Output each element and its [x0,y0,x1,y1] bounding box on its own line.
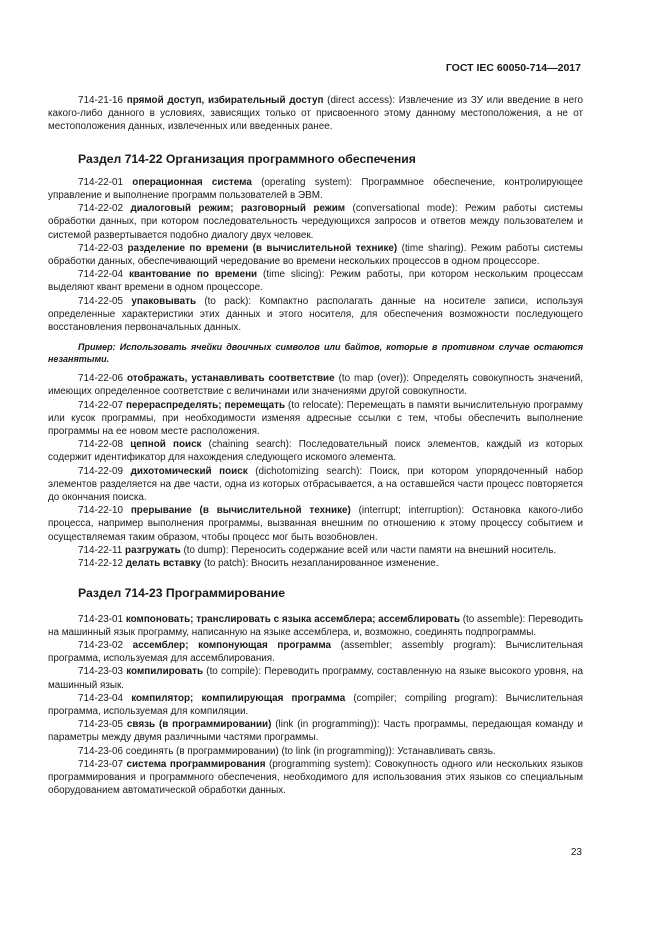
example-note: Пример: Использовать ячейки двоичных символов или байтов, которые в противном случае остаются незанятыми. [48,342,583,365]
term-entry [48,372,583,398]
term-definition: (conversational mode): Режим работы системы обработки данных, при котором последовательность чередующихся запросов и ответов между пользователем и системой развертывается подобно диалогу двух человек. [48,203,584,241]
term-definition: (to dump): Переносить содержание всей или части памяти на внешний носитель. [180,544,557,556]
term-definition: соединять (в программировании) (to link (in programming)): Устанавливать связь. [125,745,496,757]
term-code: 714-21-16 [78,95,124,106]
term-name: связь (в программировании) [126,719,272,731]
term-definition: (to compile): Переводить программу, составленную на языке высокого уровня, на машинный язык. [48,666,583,691]
term-entry [48,718,583,744]
term-definition: (operating system): Программное обеспечение, контролирующее управление и выполнение программ пользователей в ЭВМ. [48,176,583,202]
section-title: Раздел 714-22 Организация программного обеспечения [78,151,416,166]
term-entry [48,639,583,665]
term-name: прямой доступ, избирательный доступ [126,95,324,106]
term-name: компилировать [126,666,204,678]
term-definition: (direct access): Извлечение из ЗУ или введение в него какого-либо данного в условиях, зависящих только от присвоенного этому данному местоположения, а не от местоположения данных, извлеченных или введенных ранее. [48,95,583,133]
term-name: разгружать [125,544,181,556]
term-definition: (to patch): Вносить незапланированное изменение. [201,558,439,570]
term-definition: (to map (over)): Определять совокупность значений, имеющих определенное соответствие с величинами или значениями другой совокупности. [48,373,583,398]
term-definition: (time sharing). Режим работы системы обработки данных, обеспечивающий чередование во времени нескольких процессов в одном процессоре. [48,242,583,268]
term-definition: (link (in programming)): Часть программы, передающая команду и параметры между двумя различными частями программы. [48,719,583,744]
term-code: 714-23-06 [78,745,124,757]
term-code: 714-22-12 [78,558,124,570]
term-name: диалоговый режим; разговорный режим [130,203,346,215]
term-name: делать вставку [125,558,202,570]
term-code: 714-23-03 [78,666,124,678]
section-entries [48,176,583,334]
term-entry [48,465,583,505]
term-code: 714-22-06 [78,373,124,385]
term-name: ассемблер; компонующая программа [132,639,332,651]
term-code: 714-23-04 [78,692,124,704]
term-entry [48,504,583,544]
term-entry [48,268,583,294]
intro-entries [48,94,583,134]
term-definition: (interrupt; interruption): Остановка какого-либо процесса, например выполнения программы, вызванная внешним по отношению к этому процессу событием и осуществляемая таким образом, чтобы процесс мог быть возобновлен. [48,505,583,543]
term-entry [48,202,583,242]
term-code: 714-22-04 [78,269,124,281]
page-number: 23 [570,847,582,858]
term-definition: (to pack): Компактно располагать данные на носителе записи, используя определенные характеристики этих данных и этого носителя, для обеспечения возможности последующего восстановления первоначальных данных. [48,295,583,334]
section-title: Раздел 714-23 Программирование [78,586,286,601]
term-definition: (chaining search): Последовательный поиск элементов, каждый из которых содержит идентификатор для нахождения следующего искомого элемента. [48,439,583,464]
term-name: компоновать; транслировать с языка ассемблера; ассемблировать [125,613,460,625]
term-entry [48,557,583,570]
term-entry [48,295,583,335]
term-code: 714-22-02 [78,203,124,215]
term-definition: (programming system): Совокупность одного или нескольких языков программирования и программного обеспечения, необходимого для использования этих языков со специальным оборудованием автоматической обработки данных. [48,758,583,797]
term-entry [48,176,583,202]
term-name: система программирования [126,758,266,770]
document-body [48,94,583,797]
term-name: перераспределять; перемещать [126,399,286,411]
term-code: 714-22-07 [78,399,124,411]
term-entry [48,665,583,691]
term-entry [48,94,583,134]
term-code: 714-22-03 [78,242,124,254]
term-entry [48,438,583,464]
term-code: 714-22-05 [78,295,124,307]
term-name: цепной поиск [130,439,202,451]
term-name: упаковывать [131,295,197,307]
term-code: 714-22-10 [78,505,124,517]
term-name: квантование по времени [128,269,258,281]
term-name: разделение по времени (в вычислительной технике) [127,242,398,254]
term-code: 714-22-09 [78,465,124,477]
term-entry [48,745,583,758]
term-code: 714-22-08 [78,439,124,451]
term-entry [48,544,583,557]
term-name: операционная система [132,176,252,188]
term-entry [48,399,583,439]
document-code-header: ГОСТ IEC 60050-714—2017 [445,62,581,74]
term-name: отображать, устанавливать соответствие [127,373,335,385]
term-name: дихотомический поиск [130,465,248,477]
term-entry [48,758,583,798]
term-code: 714-22-01 [78,176,124,188]
term-name: прерывание (в вычислительной технике) [130,505,351,517]
term-definition: (dichotomizing search): Поиск, при котором упорядоченный набор элементов разделяется на две части, одна из которых отбрасывается, а на оставшейся части процесс повторяется до окончания поиска. [48,465,583,504]
term-definition: (time slicing): Режим работы, при котором нескольким процессам выделяют квант времени в одном процессоре. [48,269,583,294]
term-definition: (to assemble): Переводить на машинный язык программу, написанную на языке ассемблера, и, возможно, соединять подпрограммы. [48,613,583,638]
section-entries [48,613,583,798]
term-entry [48,692,583,718]
section-entries-continued [48,372,583,570]
term-code: 714-22-11 [78,544,123,556]
term-definition: (to relocate): Перемещать в памяти вычислительную программу или кусок программы, при необходимости изменяя адресные ссылки с тем, чтобы обеспечить выполнение программы на ее новом месте расположения. [48,399,583,438]
term-name: компилятор; компилирующая программа [131,692,346,704]
term-definition: (compiler; compiling program): Вычислительная программа, используемая для компиляции. [48,692,583,717]
term-entry [48,613,583,639]
term-definition: (assembler; assembly program): Вычислительная программа, используемая для ассемблирования. [48,639,583,665]
term-code: 714-23-02 [78,639,124,651]
term-code: 714-23-01 [78,613,124,625]
term-code: 714-23-07 [78,758,124,770]
term-code: 714-23-05 [78,719,124,731]
term-entry [48,242,583,268]
